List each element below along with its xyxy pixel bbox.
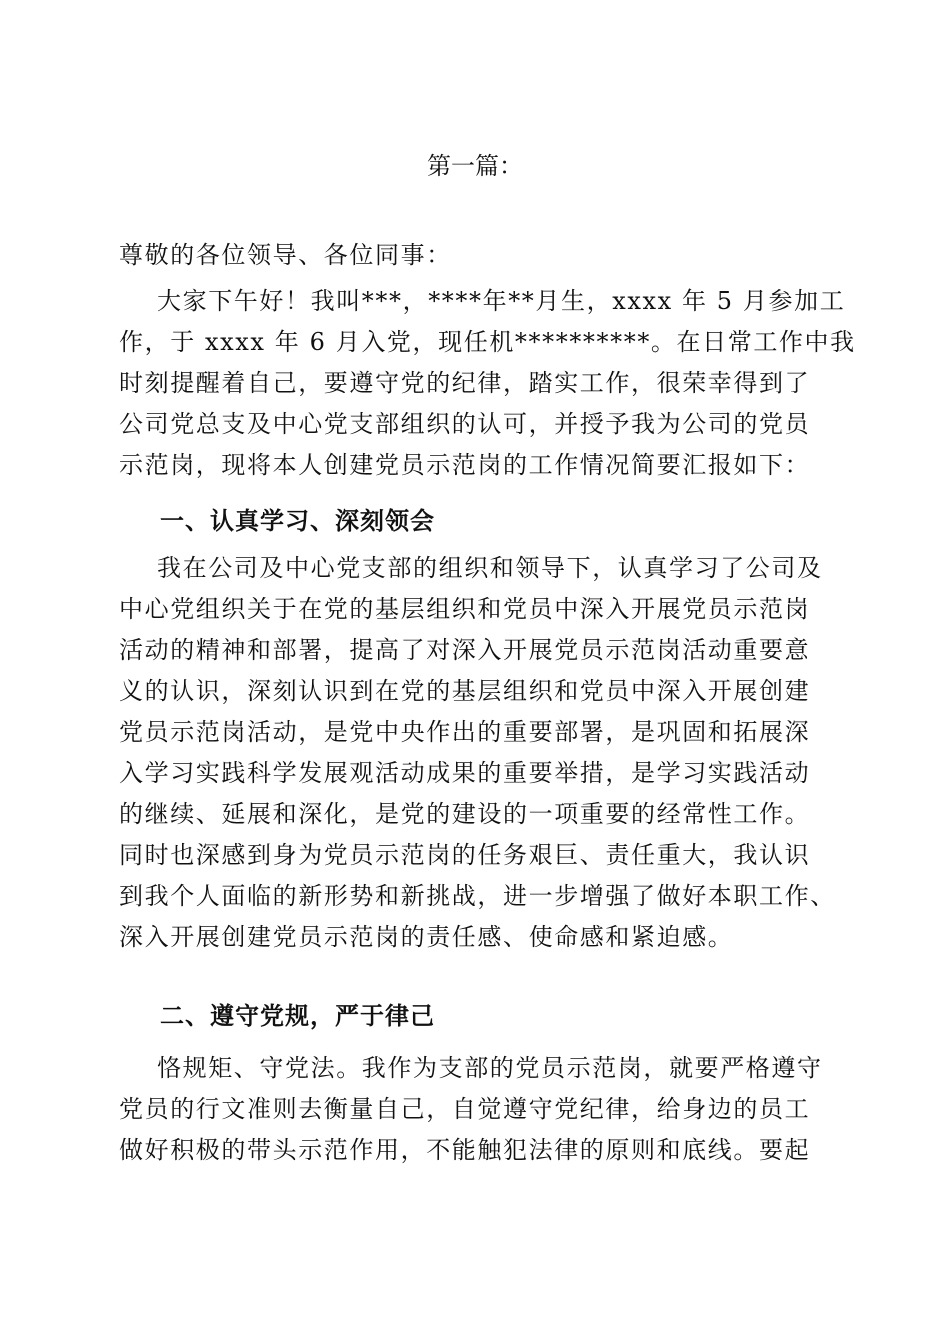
intro-line: 作，于 xxxx 年 6 月入党，现任机**********。在日常工作中我: [119, 328, 856, 356]
section1-line: 同时也深感到身为党员示范岗的任务艰巨、责任重大，我认识: [119, 841, 811, 869]
section1-line: 我在公司及中心党支部的组织和领导下，认真学习了公司及: [157, 554, 823, 582]
section-heading-2: 二、遵守党规，严于律己: [160, 1002, 435, 1030]
section1-line: 活动的精神和部署，提高了对深入开展党员示范岗活动重要意: [119, 636, 811, 664]
section1-line: 中心党组织关于在党的基层组织和党员中深入开展党员示范岗: [119, 595, 811, 623]
section1-line: 到我个人面临的新形势和新挑战，进一步增强了做好本职工作、: [119, 882, 836, 910]
section1-line: 义的认识，深刻认识到在党的基层组织和党员中深入开展创建: [119, 677, 811, 705]
section-heading-1: 一、认真学习、深刻领会: [160, 507, 435, 535]
section1-line: 的继续、延展和深化，是党的建设的一项重要的经常性工作。: [119, 800, 811, 828]
intro-line: 示范岗，现将本人创建党员示范岗的工作情况简要汇报如下：: [119, 451, 811, 479]
intro-line: 大家下午好！我叫***，****年**月生，xxxx 年 5 月参加工: [157, 287, 846, 315]
salutation: 尊敬的各位领导、各位同事：: [119, 241, 452, 269]
section1-line: 深入开展创建党员示范岗的责任感、使命感和紧迫感。: [119, 923, 734, 951]
intro-line: 公司党总支及中心党支部组织的认可，并授予我为公司的党员: [119, 410, 811, 438]
intro-line: 时刻提醒着自己，要遵守党的纪律，踏实工作，很荣幸得到了: [119, 369, 811, 397]
section2-line: 做好积极的带头示范作用，不能触犯法律的原则和底线。要起: [119, 1136, 811, 1164]
section1-line: 党员示范岗活动，是党中央作出的重要部署，是巩固和拓展深: [119, 718, 811, 746]
section2-line: 恪规矩、守党法。我作为支部的党员示范岗，就要严格遵守: [157, 1054, 823, 1082]
section2-line: 党员的行文准则去衡量自己，自觉遵守党纪律，给身边的员工: [119, 1095, 811, 1123]
section1-line: 入学习实践科学发展观活动成果的重要举措，是学习实践活动: [119, 759, 811, 787]
document-title: 第一篇：: [427, 152, 523, 180]
